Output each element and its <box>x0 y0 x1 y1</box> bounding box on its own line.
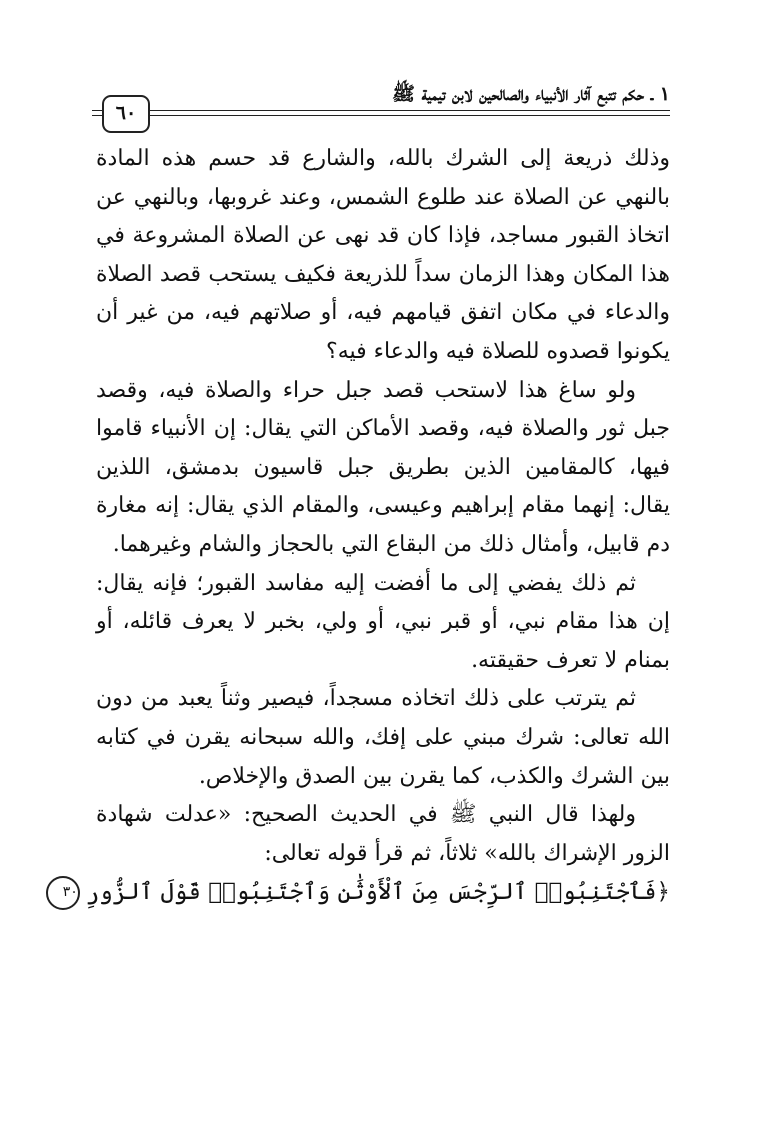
page-header <box>96 74 670 130</box>
body-text <box>62 140 670 912</box>
paragraph-4: ثم يترتب على ذلك اتخاذه مسجداً، فيصير وثناً يعبد من دون الله تعالى: شرك مبني على إفك، والله سبحانه يقرن في كتابه بين الشرك والكذب، كما يقرن بين الصدق والإخلاص. <box>96 686 670 789</box>
header-rule-top <box>96 110 670 111</box>
quran-verse-text: ﴿فَٱجْتَنِبُوا۟ ٱلرِّجْسَ مِنَ ٱلْأَوْثَٰنِ وَٱجْتَنِبُوا۟ قَوْلَ ٱلزُّورِ <box>85 879 670 906</box>
page-number: ٦٠ <box>102 95 150 133</box>
page-number-ornament-left <box>92 110 100 116</box>
verse-number-marker: ٣٠ <box>46 876 80 910</box>
paragraph-1: وذلك ذريعة إلى الشرك بالله، والشارع قد حسم هذه المادة بالنهي عن الصلاة عند طلوع الشمس، وعند غروبها، وبالنهي عن اتخاذ القبور مساجد، فإذا كان قد نهى عن الصلاة المشروعة في هذا المكان وهذا الزمان سداً للذريعة فكيف يستحب قصد الصلاة والدعاء في مكان اتفق قيامهم فيه، أو صلاتهم فيه، من غير أن يكونوا قصدوه للصلاة فيه والدعاء فيه؟ <box>96 146 670 364</box>
chapter-title: ١ ـ حكم تتبع آثار الأنبياء والصالحين لابن تيمية ﷺ <box>392 83 670 105</box>
paragraph-2: ولو ساغ هذا لاستحب قصد جبل حراء والصلاة فيه، وقصد جبل ثور والصلاة فيه، وقصد الأماكن التي يقال: إن الأنبياء قاموا فيها، كالمقامين الذين بطريق جبل قاسيون بدمشق، اللذين يقال: إنهما مقام إبراهيم وعيسى، والمقام الذي يقال: إنه مغارة دم قابيل، وأمثال ذلك من البقاع التي بالحجاز والشام وغيرهما. <box>96 377 670 557</box>
paragraph-3: ثم ذلك يفضي إلى ما أفضت إليه مفاسد القبور؛ فإنه يقال: إن هذا مقام نبي، أو قبر نبي، أو ولي، بخبر لا يعرف قائله، أو بمنام لا تعرف حقيقته. <box>96 570 670 673</box>
quran-verse <box>62 873 670 912</box>
paragraph-5: ولهذا قال النبي ﷺ في الحديث الصحيح: «عدلت شهادة الزور الإشراك بالله» ثلاثاً، ثم قرأ قوله تعالى: <box>96 802 670 866</box>
header-rule-bottom <box>96 115 670 116</box>
